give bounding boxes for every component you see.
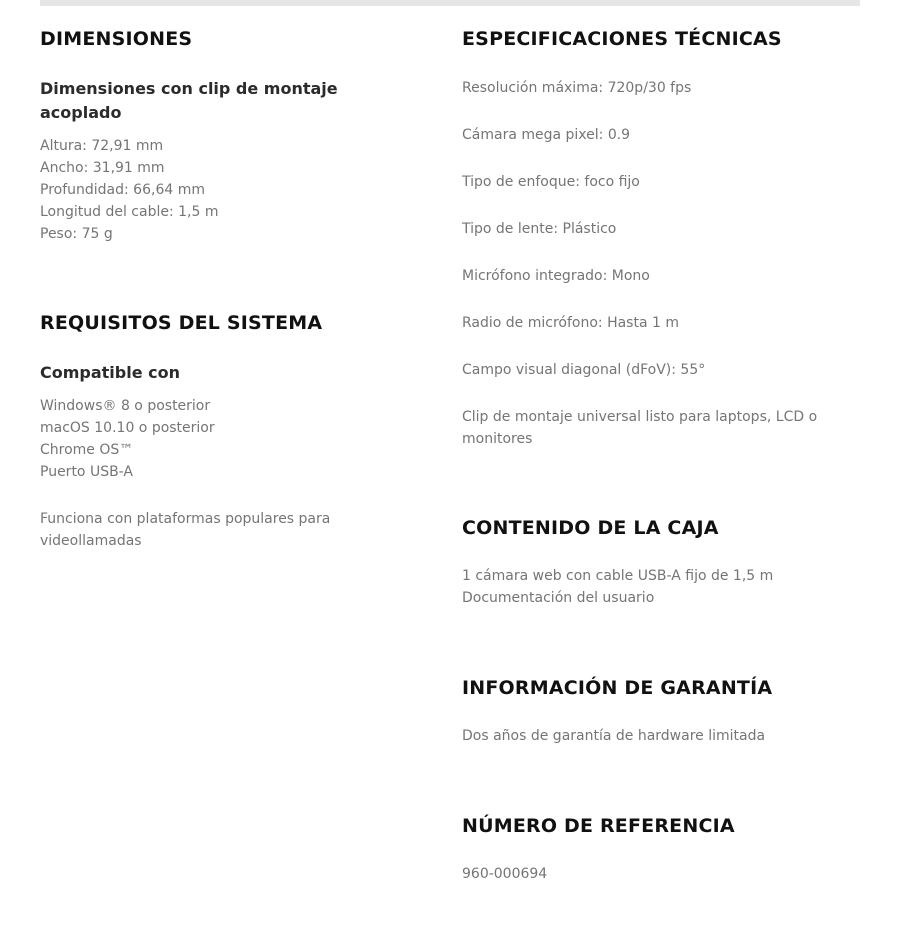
top-divider [40,0,860,6]
spec-microphone: Micrófono integrado: Mono [462,268,650,284]
box-item-documentation: Documentación del usuario [462,590,655,606]
warranty-title: INFORMACIÓN DE GARANTÍA [462,677,773,699]
box-contents-title: CONTENIDO DE LA CAJA [462,517,719,539]
reference-section [462,813,862,885]
dimensions-title: DIMENSIONES [40,28,193,50]
box-item-webcam: 1 cámara web con cable USB-A fijo de 1,5 m [462,568,774,584]
warranty-section [462,675,862,747]
requirement-macos: macOS 10.10 o posterior [40,420,215,436]
requirements-list [40,395,420,483]
dimension-width: Ancho: 31,91 mm [40,160,165,176]
requirements-title: REQUISITOS DEL SISTEMA [40,312,323,334]
box-contents-section [462,515,862,609]
reference-title: NÚMERO DE REFERENCIA [462,815,735,837]
spec-max-resolution: Resolución máxima: 720p/30 fps [462,80,692,96]
dimension-depth: Profundidad: 66,64 mm [40,182,205,198]
requirement-chrome-os: Chrome OS™ [40,442,134,458]
requirement-usb-a: Puerto USB-A [40,464,134,480]
box-contents-list [462,565,862,609]
specs-title: ESPECIFICACIONES TÉCNICAS [462,28,782,50]
specs-section [462,26,862,52]
spec-mounting-clip: Clip de montaje universal listo para laptops, LCD o monitores [462,409,818,447]
spec-focus-type: Tipo de enfoque: foco fijo [462,174,640,190]
spec-field-of-view: Campo visual diagonal (dFoV): 55° [462,362,706,378]
requirements-subtitle: Compatible con [40,363,181,382]
warranty-text: Dos años de garantía de hardware limitada [462,728,766,744]
dimensions-section [40,26,420,245]
spec-lens-type: Tipo de lente: Plástico [462,221,617,237]
dimension-weight: Peso: 75 g [40,226,113,242]
dimension-cable-length: Longitud del cable: 1,5 m [40,204,219,220]
requirement-windows: Windows® 8 o posterior [40,398,211,414]
dimensions-list [40,135,420,245]
dimension-height: Altura: 72,91 mm [40,138,164,154]
reference-number: 960-000694 [462,866,548,882]
requirements-section [40,310,420,552]
spec-microphone-range: Radio de micrófono: Hasta 1 m [462,315,679,331]
requirements-note: Funciona con plataformas populares para videollamadas [40,511,331,549]
dimensions-subtitle: Dimensiones con clip de montaje acoplado [40,79,338,122]
spec-megapixel: Cámara mega pixel: 0.9 [462,127,631,143]
